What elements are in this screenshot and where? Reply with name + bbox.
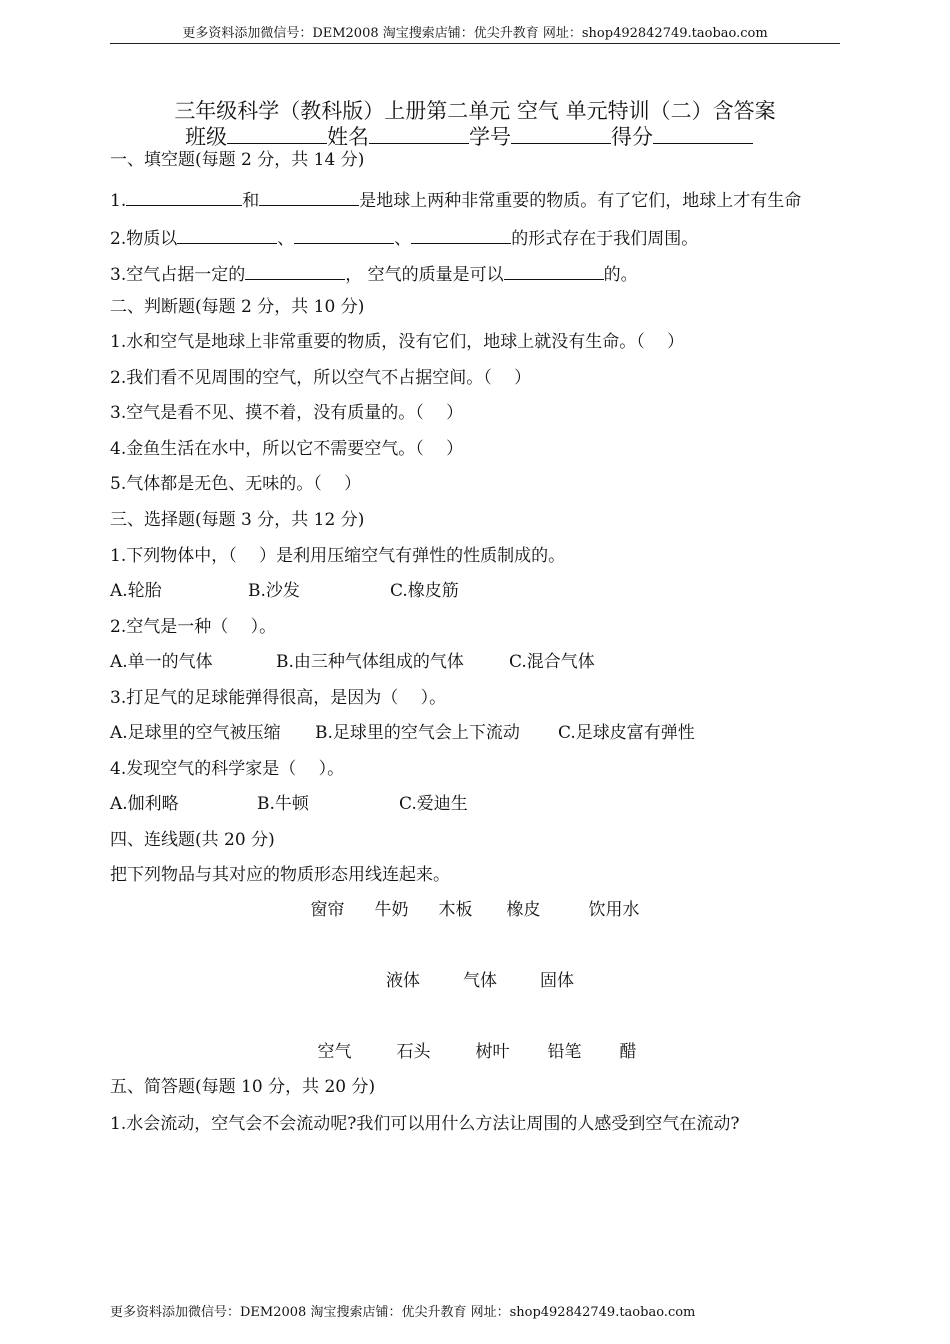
match-item: 石头: [396, 1042, 431, 1062]
short-question-1: 1.水会流动，空气会不会流动呢?我们可以用什么方法让周围的人感受到空气在流动?: [110, 1114, 740, 1134]
judge-question-3: 3.空气是看不见、摸不着，没有质量的。（ ）: [110, 403, 464, 423]
class-label: 班级: [185, 125, 227, 149]
match-item: 牛奶: [374, 900, 409, 920]
match-item: 树叶: [475, 1042, 510, 1062]
answer-blank: [177, 224, 277, 244]
option-b: B.由三种气体组成的气体: [276, 652, 464, 672]
match-item: 铅笔: [547, 1042, 582, 1062]
section-heading-choice: 三、选择题(每题 3 分，共 12 分): [110, 510, 365, 530]
choice-options-3: [110, 722, 695, 744]
q-text: 1.: [110, 191, 127, 211]
q-text: 是地球上两种非常重要的物质。有了它们，地球上才有生命: [359, 191, 802, 211]
answer-blank: [245, 260, 345, 280]
option-c: C.足球皮富有弹性: [558, 723, 695, 743]
option-a: A.伽利略: [110, 794, 179, 814]
q-text: 2.物质以: [110, 229, 178, 249]
document-title: 三年级科学（教科版）上册第二单元 空气 单元特训（二）含答案: [174, 99, 776, 123]
match-item: 橡皮: [506, 900, 541, 920]
choice-options-1: [110, 580, 459, 602]
choice-question-1: 1.下列物体中，（ ）是利用压缩空气有弹性的性质制成的。: [110, 546, 566, 566]
answer-blank: [411, 224, 511, 244]
answer-blank: [259, 186, 359, 206]
page-header: 更多资料添加微信号：DEM2008 淘宝搜索店铺：优尖升教育 网址：shop492842749.taobao.com: [182, 26, 768, 41]
choice-question-2: 2.空气是一种（ ）。: [110, 617, 277, 637]
choice-options-4: [110, 793, 468, 815]
q-text: ， 空气的质量是可以: [345, 265, 504, 285]
match-item: 饮用水: [588, 900, 640, 920]
state-item: 固体: [540, 971, 574, 991]
choice-options-2: [110, 651, 595, 673]
section-heading-match: 四、连线题(共 20 分): [110, 830, 275, 850]
student-info-line: [185, 124, 753, 149]
fill-question-1: [110, 186, 801, 212]
q-text: 、: [394, 229, 412, 249]
option-c: C.爱迪生: [399, 794, 468, 814]
score-blank: [653, 124, 753, 144]
page-footer: 更多资料添加微信号：DEM2008 淘宝搜索店铺：优尖升教育 网址：shop492842749.taobao.com: [110, 1305, 696, 1320]
match-items-top: [110, 899, 840, 921]
state-item: 气体: [463, 971, 497, 991]
section-heading-fill: 一、填空题(每题 2 分，共 14 分): [110, 150, 365, 170]
judge-question-2: 2.我们看不见周围的空气，所以空气不占据空间。（ ）: [110, 368, 532, 388]
match-states: [110, 970, 840, 992]
judge-question-5: 5.气体都是无色、无味的。（ ）: [110, 474, 362, 494]
match-item: 窗帘: [310, 900, 345, 920]
option-a: A.单一的气体: [110, 652, 213, 672]
name-blank: [369, 124, 469, 144]
choice-question-3: 3.打足气的足球能弹得很高，是因为（ ）。: [110, 688, 447, 708]
match-item: 木板: [438, 900, 473, 920]
option-a: A.足球里的空气被压缩: [110, 723, 281, 743]
option-c: C.橡皮筋: [390, 581, 459, 601]
q-text: 和: [242, 191, 260, 211]
section-heading-short: 五、简答题(每题 10 分，共 20 分): [110, 1077, 376, 1097]
header-rule: [110, 43, 840, 44]
match-item: 醋: [619, 1042, 637, 1062]
section-heading-judge: 二、判断题(每题 2 分，共 10 分): [110, 297, 365, 317]
id-label: 学号: [469, 125, 511, 149]
state-item: 液体: [386, 971, 420, 991]
option-b: B.牛顿: [257, 794, 309, 814]
match-item: 空气: [317, 1042, 352, 1062]
class-blank: [227, 124, 327, 144]
score-label: 得分: [611, 125, 653, 149]
answer-blank: [126, 186, 242, 206]
choice-question-4: 4.发现空气的科学家是（ ）。: [110, 759, 345, 779]
q-text: 3.空气占据一定的: [110, 265, 246, 285]
judge-question-1: 1.水和空气是地球上非常重要的物质，没有它们，地球上就没有生命。（ ）: [110, 332, 685, 352]
judge-question-4: 4.金鱼生活在水中，所以它不需要空气。（ ）: [110, 439, 464, 459]
option-b: B.足球里的空气会上下流动: [315, 723, 520, 743]
answer-blank: [294, 224, 394, 244]
q-text: 的。: [603, 265, 638, 285]
fill-question-3: [110, 260, 638, 286]
name-label: 姓名: [327, 125, 369, 149]
option-b: B.沙发: [248, 581, 300, 601]
fill-question-2: [110, 224, 698, 250]
match-items-bottom: [110, 1041, 840, 1063]
q-text: 的形式存在于我们周围。: [511, 229, 699, 249]
answer-blank: [504, 260, 604, 280]
option-a: A.轮胎: [110, 581, 162, 601]
id-blank: [511, 124, 611, 144]
q-text: 、: [277, 229, 295, 249]
match-instruction: 把下列物品与其对应的物质形态用线连起来。: [110, 865, 450, 885]
option-c: C.混合气体: [509, 652, 595, 672]
